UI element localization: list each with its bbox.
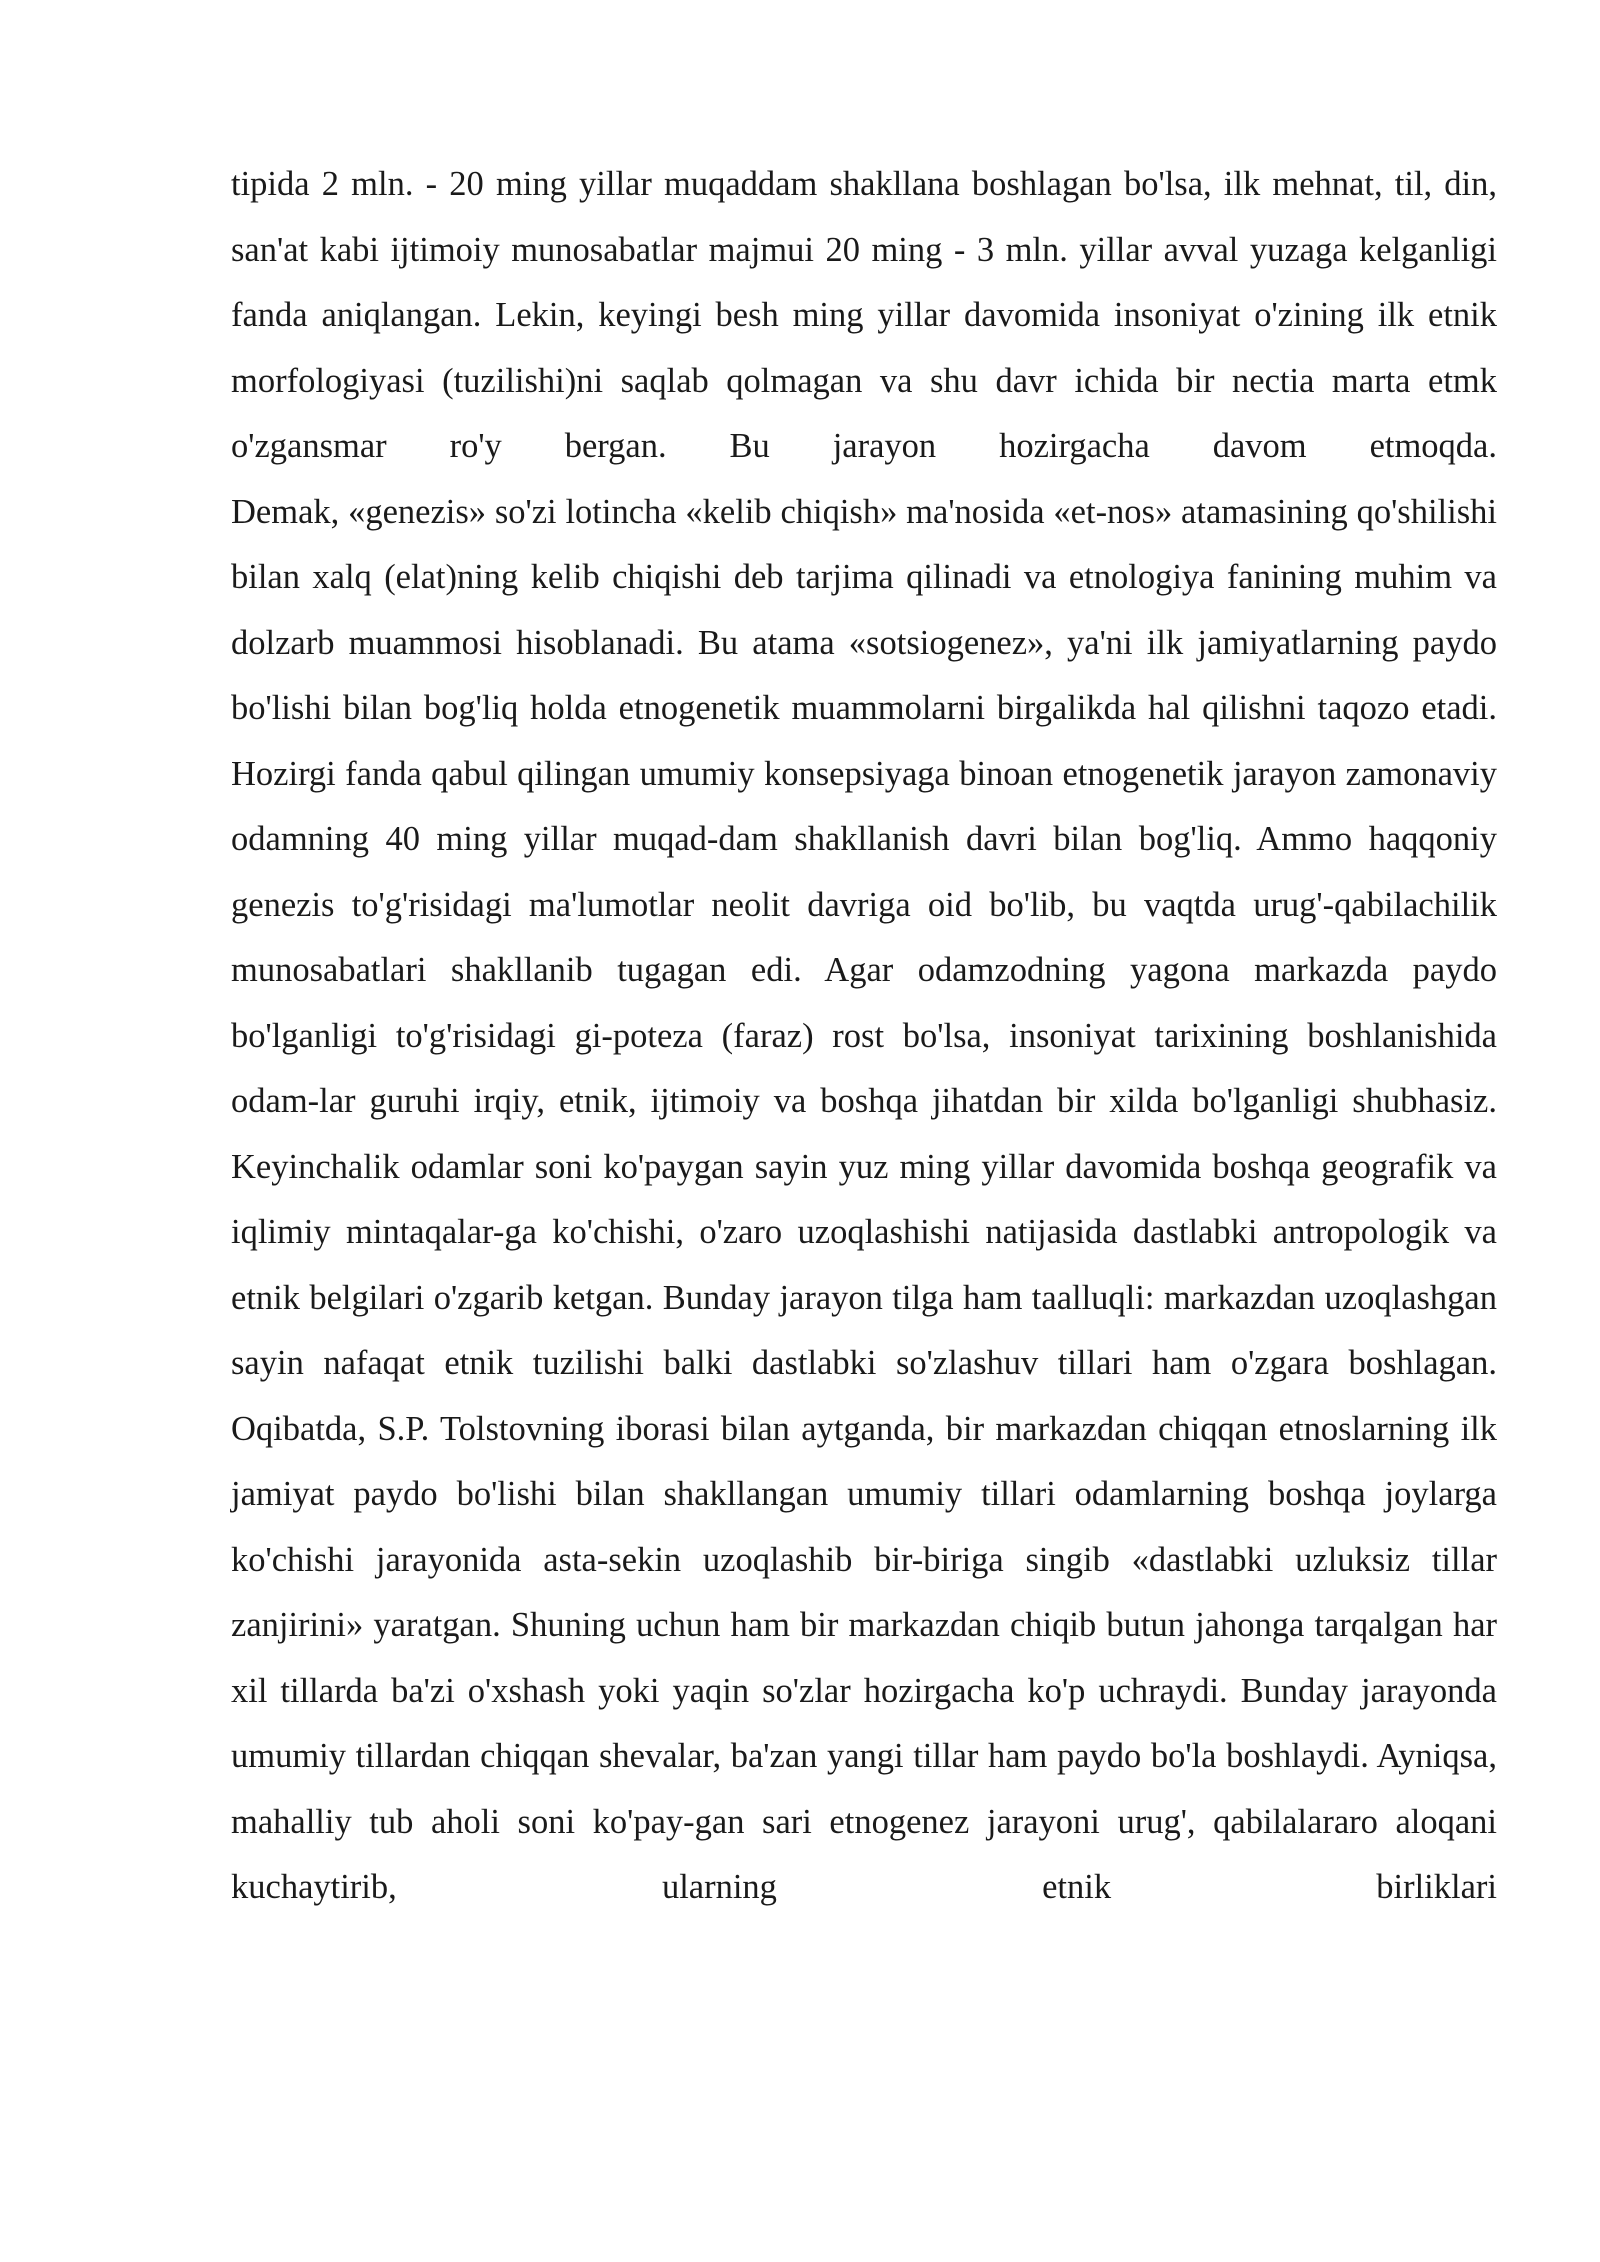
body-text (231, 152, 1497, 1921)
paragraph-1: tipida 2 mln. - 20 ming yillar muqaddam shakllana boshlagan bo'lsa, ilk mehnat, til, din, san'at kabi ijtimoiy munosabatlar majmui 20 ming - 3 mln. yillar avval yuzaga kelganligi fanda aniqlangan. Lekin, keyingi besh ming yillar davomida insoniyat o'zining ilk etnik morfologiyasi (tuzilishi)ni saqlab qolmagan va shu davr ichida bir nectia marta etmk o'zgansmar ro'y bergan. Bu jarayon hozirgacha davom etmoqda. (231, 165, 1497, 465)
paragraph-3: Hozirgi fanda qabul qilingan umumiy konsepsiyaga binoan etnogenetik jarayon zamonaviy odamning 40 ming yillar muqad-dam shakllanish davri bilan bog'liq. Ammo haqqoniy genezis to'g'risidagi ma'lumotlar neolit davriga oid bo'lib, bu vaqtda urug'-qabilachilik munosabatlari shakllanib tugagan edi. Agar odamzodning yagona markazda paydo bo'lganligi to'g'risidagi gi-poteza (faraz) rost bo'lsa, insoniyat tarixining boshlanishida odam-lar guruhi irqiy, etnik, ijtimoiy va boshqa jihatdan bir xilda bo'lganligi shubhasiz. Keyinchalik odamlar soni ko'paygan sayin yuz ming yillar davomida boshqa geografik va iqlimiy mintaqalar-ga ko'chishi, o'zaro uzoqlashishi natijasida dastlabki antropologik va etnik belgilari o'zgarib ketgan. Bunday jarayon tilga ham taalluqli: markazdan uzoqlashgan sayin nafaqat etnik tuzilishi balki dastlabki so'zlashuv tillari ham o'zgara boshlagan. Oqibatda, S.P. Tolstovning iborasi bilan aytganda, bir markazdan chiqqan etnoslarning ilk jamiyat paydo bo'lishi bilan shakllangan umumiy tillari odamlarning boshqa joylarga ko'chishi jarayonida asta-sekin uzoqlashib bir-biriga singib «dastlabki uzluksiz tillar zanjirini» yaratgan. Shuning uchun ham bir markazdan chiqib butun jahonga tarqalgan har xil tillarda ba'zi o'xshash yoki yaqin so'zlar hozirgacha ko'p uchraydi. Bunday jarayonda umumiy tillardan chiqqan shevalar, ba'zan yangi tillar ham paydo bo'la boshlaydi. Ayniqsa, mahalliy tub aholi soni ko'pay-gan sari etnogenez jarayoni urug', qabilalararo aloqani kuchaytirib, ularning etnik birliklari (231, 754, 1497, 1906)
paragraph-2: Demak, «genezis» so'zi lotincha «kelib chiqish» ma'nosida «et-nos» atamasining qo'shilishi bilan xalq (elat)ning kelib chiqishi deb tarjima qilinadi va etnologiya fanining muhim va dolzarb muammosi hisoblanadi. Bu atama «sotsiogenez», ya'ni ilk jamiyatlarning paydo bo'lishi bilan bog'liq holda etnogenetik muammolarni birgalikda hal qilishni taqozo etadi. (231, 492, 1497, 727)
